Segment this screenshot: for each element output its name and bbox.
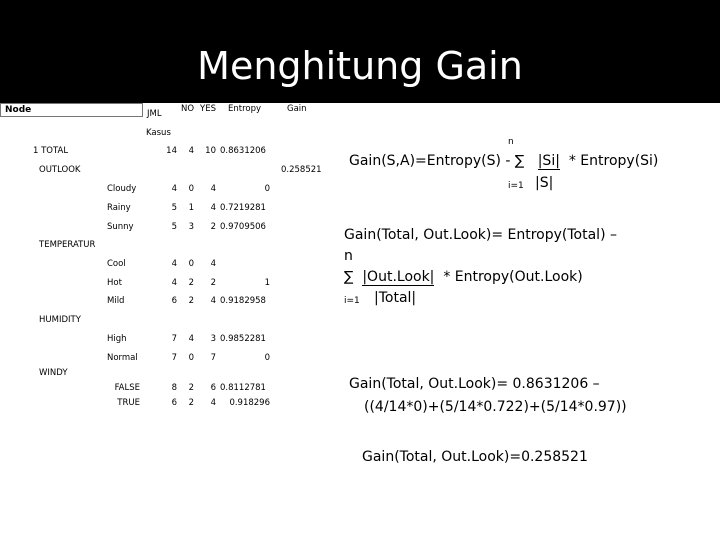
windy-row-label: FALSE — [114, 383, 140, 393]
temperatur-row-label: Cool — [107, 259, 126, 269]
header-yes: YES — [200, 104, 216, 114]
humidity-row-jml: 7 — [171, 334, 177, 344]
temperatur-row-no: 2 — [188, 296, 194, 306]
outlook-row-no: 3 — [188, 222, 194, 232]
outlook-row-jml: 5 — [171, 222, 177, 232]
humidity-row-label: High — [107, 334, 127, 344]
step1-outlook-abs: |Out.Look| — [362, 269, 435, 285]
formula-n-top: n — [508, 137, 514, 147]
step2-line2: ((4/14*0)+(5/14*0.722)+(5/14*0.97)) — [364, 399, 627, 415]
step1-total-abs: |Total| — [374, 290, 417, 306]
step1-line1: Gain(Total, Out.Look)= Entropy(Total) – — [344, 227, 617, 243]
slide-title: Menghitung Gain — [197, 44, 523, 88]
formula-main — [349, 153, 658, 169]
temperatur-row-label: Hot — [107, 278, 122, 288]
header-entropy: Entropy — [228, 104, 262, 114]
temperatur-label: TEMPERATUR — [39, 240, 96, 250]
windy-row-no: 2 — [188, 383, 194, 393]
header-node: Node — [5, 105, 32, 115]
humidity-row-jml: 7 — [171, 353, 177, 363]
header-jml: JML — [147, 109, 162, 119]
outlook-row-label: Cloudy — [107, 184, 137, 194]
humidity-row-yes: 3 — [210, 334, 216, 344]
temperatur-row-label: Mild — [107, 296, 125, 306]
windy-label: WINDY — [39, 368, 68, 378]
temperatur-row-jml: 6 — [171, 296, 177, 306]
total-jml: 14 — [166, 146, 177, 156]
temperatur-row-no: 2 — [188, 278, 194, 288]
formula-entropy-si: * Entropy(Si) — [568, 153, 659, 169]
humidity-row-entropy: 0 — [264, 353, 270, 363]
outlook-row-no: 0 — [188, 184, 194, 194]
outlook-row-yes: 4 — [210, 184, 216, 194]
outlook-row-no: 1 — [188, 203, 194, 213]
outlook-gain: 0.258521 — [281, 165, 322, 175]
temperatur-row-no: 0 — [188, 259, 194, 269]
temperatur-row-yes: 2 — [210, 278, 216, 288]
windy-row-yes: 4 — [210, 398, 216, 408]
header-gain: Gain — [287, 104, 307, 114]
humidity-label: HUMIDITY — [39, 315, 81, 325]
outlook-row-jml: 4 — [171, 184, 177, 194]
total-no: 4 — [188, 146, 194, 156]
header-node-cell — [0, 103, 143, 117]
windy-row-jml: 6 — [171, 398, 177, 408]
humidity-row-no: 0 — [188, 353, 194, 363]
step1-sum-line — [344, 269, 583, 285]
outlook-row-entropy: 0 — [264, 184, 270, 194]
humidity-row-label: Normal — [107, 353, 138, 363]
outlook-row-entropy: 0.9709506 — [220, 222, 266, 232]
formula-s-abs: |S| — [535, 175, 554, 191]
windy-row-entropy: 0.8112781 — [220, 383, 266, 393]
windy-row-no: 2 — [188, 398, 194, 408]
formula-si: |Si| — [537, 153, 560, 169]
outlook-row-jml: 5 — [171, 203, 177, 213]
windy-row-entropy: 0.918296 — [229, 398, 270, 408]
temperatur-row-entropy: 0.9182958 — [220, 296, 266, 306]
header-no: NO — [181, 104, 195, 114]
windy-row-jml: 8 — [171, 383, 177, 393]
total-label: 1 TOTAL — [33, 146, 69, 156]
sigma-icon: ∑ — [344, 269, 354, 285]
temperatur-row-entropy: 1 — [264, 278, 270, 288]
outlook-row-yes: 4 — [210, 203, 216, 213]
humidity-row-entropy: 0.9852281 — [220, 334, 266, 344]
step1-entropy-outlook: * Entropy(Out.Look) — [443, 269, 583, 285]
temperatur-row-yes: 4 — [210, 296, 216, 306]
formula-prefix: Gain(S,A)=Entropy(S) - ∑ — [349, 153, 525, 169]
outlook-row-yes: 2 — [210, 222, 216, 232]
outlook-row-label: Rainy — [107, 203, 131, 213]
total-yes: 10 — [205, 146, 216, 156]
windy-row-label: TRUE — [117, 398, 140, 408]
outlook-row-entropy: 0.7219281 — [220, 203, 266, 213]
temperatur-row-yes: 4 — [210, 259, 216, 269]
formula-i1: i=1 — [508, 181, 524, 191]
humidity-row-no: 4 — [188, 334, 194, 344]
outlook-row-label: Sunny — [107, 222, 134, 232]
humidity-row-yes: 7 — [210, 353, 216, 363]
outlook-label: OUTLOOK — [39, 165, 81, 175]
step1-n: n — [344, 248, 353, 264]
result-line: Gain(Total, Out.Look)=0.258521 — [362, 449, 588, 465]
header-kasus: Kasus — [146, 128, 171, 138]
temperatur-row-jml: 4 — [171, 259, 177, 269]
step1-i1: i=1 — [344, 296, 360, 306]
total-entropy: 0.8631206 — [220, 146, 266, 156]
temperatur-row-jml: 4 — [171, 278, 177, 288]
step2-line1: Gain(Total, Out.Look)= 0.8631206 – — [349, 376, 600, 392]
windy-row-yes: 6 — [210, 383, 216, 393]
